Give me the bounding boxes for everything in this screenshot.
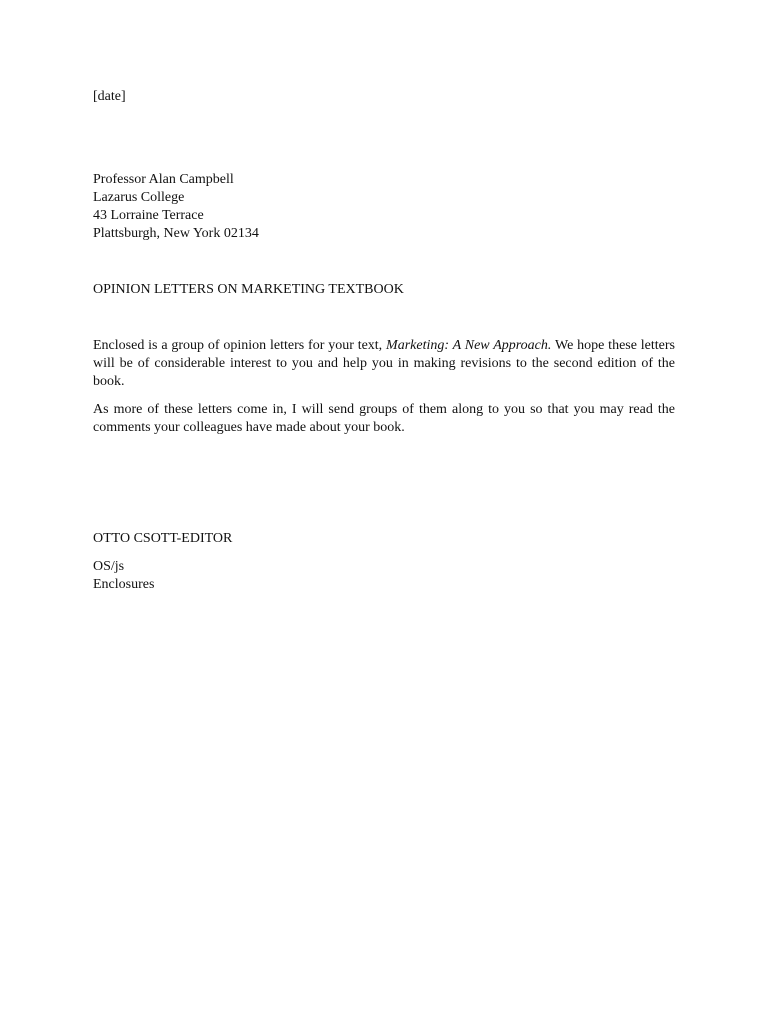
reference-initials: OS/js <box>93 559 125 574</box>
signature-text: OTTO CSOTT-EDITOR <box>93 531 233 546</box>
paragraph-1-before: Enclosed is a group of opinion letters for your text, <box>93 338 387 353</box>
body-paragraph-1 <box>93 337 675 391</box>
book-title: Marketing: A New Approach. <box>386 338 552 353</box>
subject-line <box>93 281 675 299</box>
reference-block <box>93 558 675 594</box>
recipient-address <box>93 171 675 243</box>
recipient-street: 43 Lorraine Terrace <box>93 208 204 223</box>
recipient-city-line: Plattsburgh, New York 02134 <box>93 226 259 241</box>
enclosures-notation: Enclosures <box>93 577 155 592</box>
body-paragraph-2: As more of these letters come in, I will send groups of them along to you so that you may read the comments your colleagues have made about your book. <box>93 402 675 435</box>
signature-block <box>93 530 675 548</box>
paragraph-1-after: We hope these letters will be of considerable interest to you and help you in making revisions to the second edition of the book. <box>93 338 675 389</box>
letter-date <box>93 88 675 106</box>
recipient-name: Professor Alan Campbell <box>93 172 234 187</box>
recipient-institution: Lazarus College <box>93 190 185 205</box>
date-text: [date] <box>93 89 126 104</box>
subject-text: OPINION LETTERS ON MARKETING TEXTBOOK <box>93 282 404 297</box>
